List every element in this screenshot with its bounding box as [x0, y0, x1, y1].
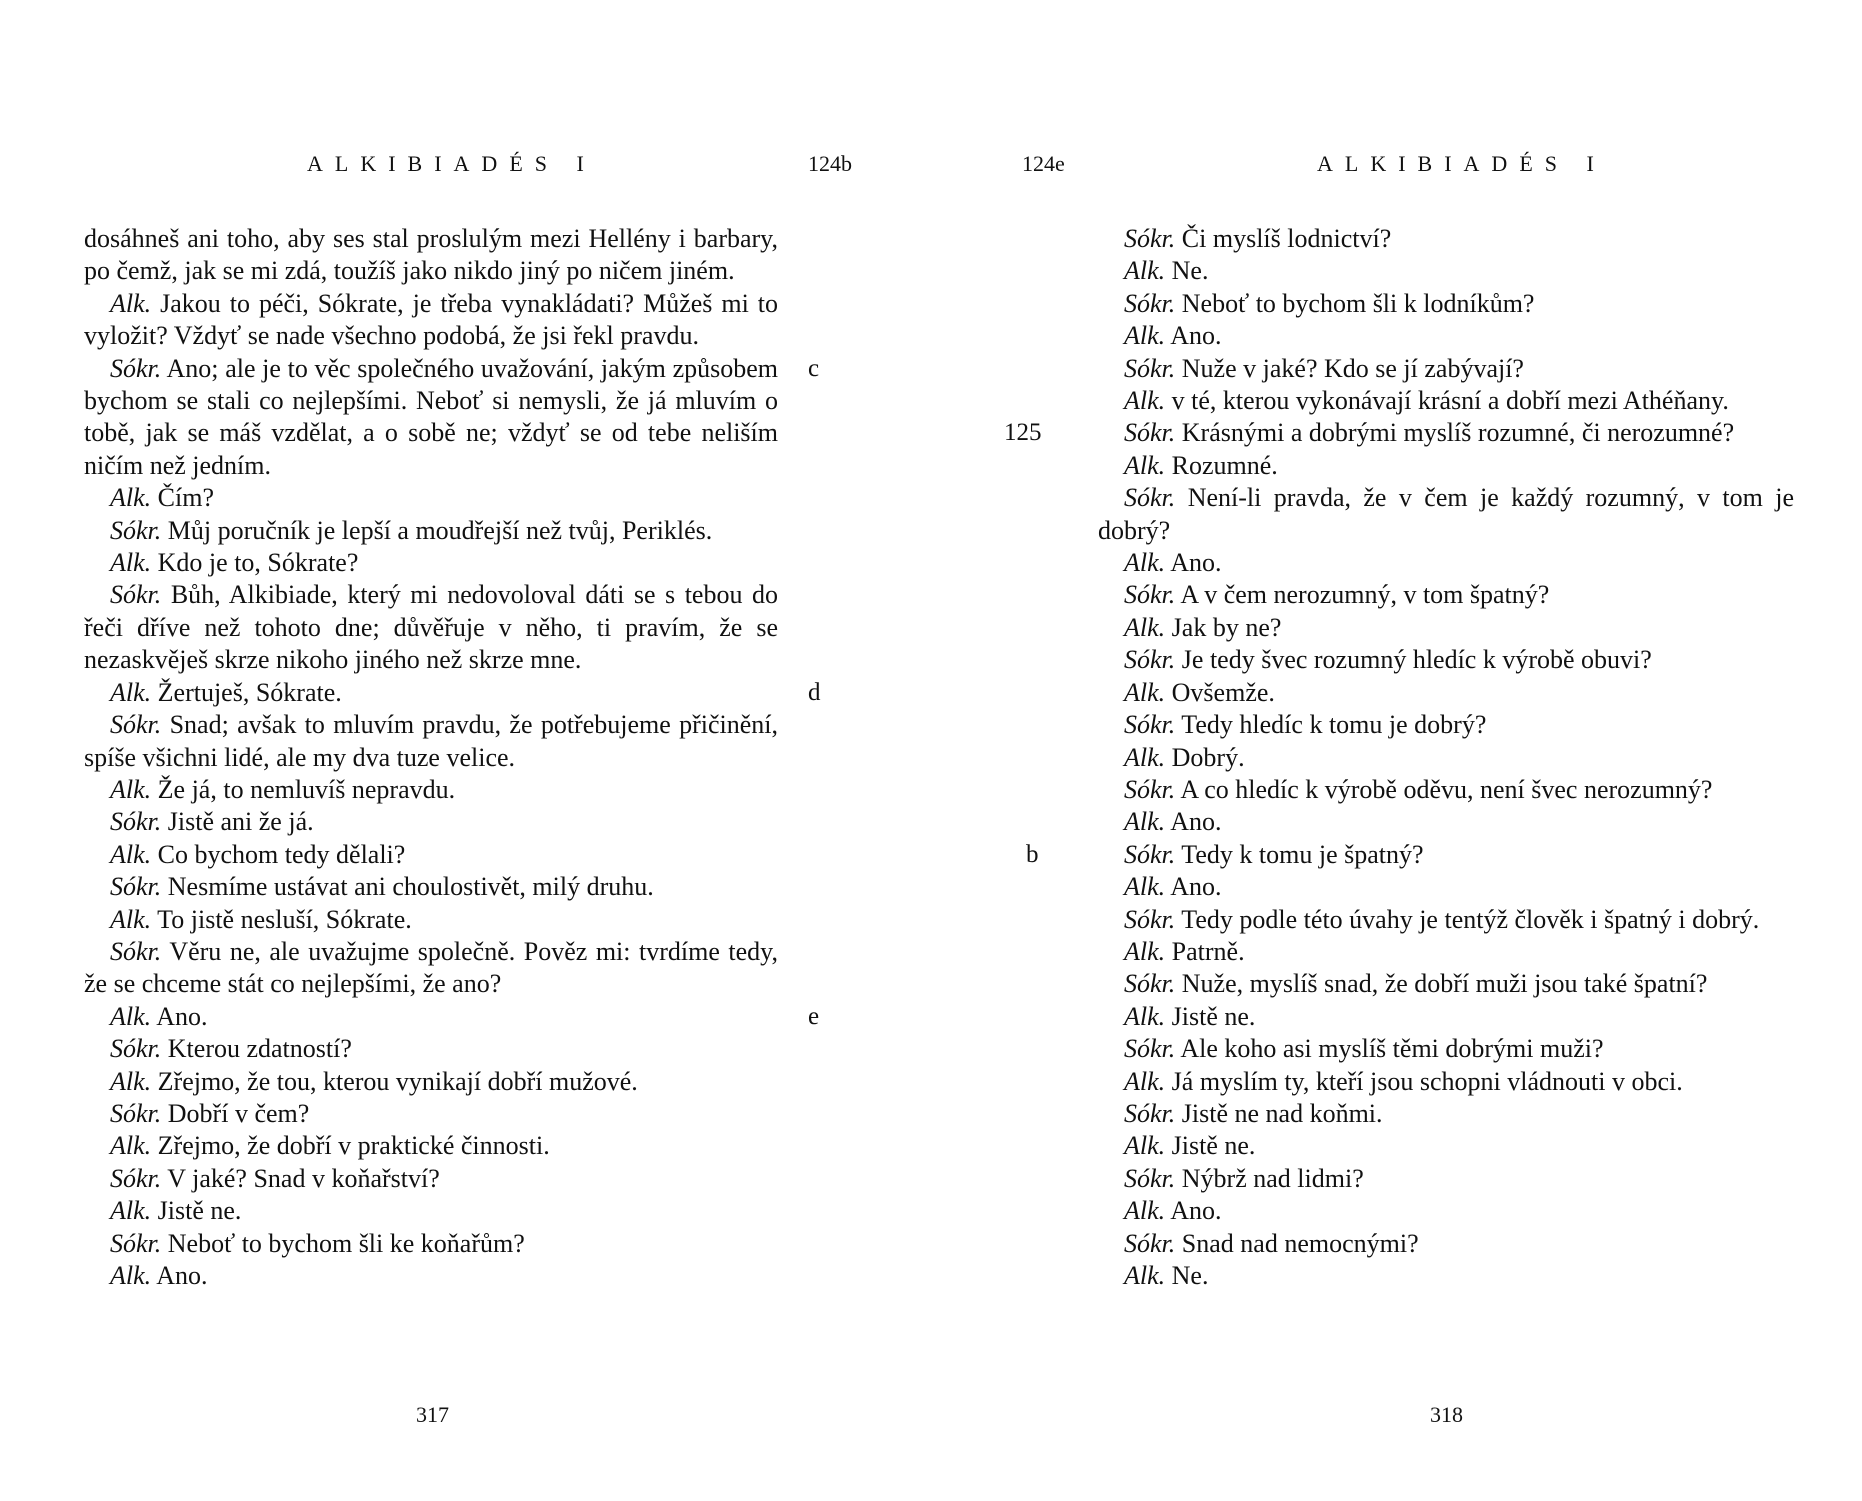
dialogue-line [84, 353, 820, 483]
speaker-label: Alk. [110, 1001, 152, 1031]
dialogue-text: Jistě ne. [151, 1196, 242, 1226]
dialogue-line [1098, 936, 1794, 968]
dialogue-text: Jak by ne? [1165, 612, 1282, 642]
speaker-label: Sókr. [110, 872, 162, 902]
stephanus-marker: b [1026, 840, 1039, 868]
dialogue-text: Kdo je to, Sókrate? [151, 548, 359, 578]
dialogue-text: Ano. [1165, 872, 1222, 902]
dialogue-line [1098, 450, 1794, 482]
dialogue-text: Co bychom tedy dělali? [151, 839, 406, 869]
dialogue-text: Není-li pravda, že v čem je každý rozumný, v tom je dobrý? [1098, 483, 1794, 545]
speaker-label: Sókr. [110, 1228, 162, 1258]
dialogue-line [1098, 612, 1794, 644]
dialogue-text: To jistě nesluší, Sókrate. [151, 904, 412, 934]
dialogue-line [84, 871, 778, 903]
dialogue-text: Ale koho asi myslíš těmi dobrými muži? [1175, 1034, 1604, 1064]
dialogue-text: dosáhneš ani toho, aby ses stal proslulým mezi Hellény i barbary, po čemž, jak se mi zdá, toužíš jako nikdo jiný po ničem jiném. [84, 224, 778, 286]
dialogue-line [1098, 385, 1794, 417]
stephanus-marker: e [808, 1002, 820, 1030]
dialogue-text: Kterou zdatností? [161, 1034, 352, 1064]
dialogue-text: Jistě ne nad koňmi. [1175, 1098, 1383, 1128]
dialogue-text: Ovšemže. [1165, 677, 1275, 707]
dialogue-line [1098, 968, 1794, 1000]
dialogue-line [1098, 677, 1794, 709]
dialogue-line [84, 936, 778, 1001]
dialogue-line [1098, 774, 1794, 806]
left-page-text [84, 223, 821, 1292]
dialogue-line [1098, 1130, 1794, 1162]
dialogue-text: V jaké? Snad v koňařství? [161, 1163, 440, 1193]
speaker-label: Alk. [110, 1196, 152, 1226]
dialogue-line [84, 1228, 778, 1260]
dialogue-text: Tedy podle této úvahy je tentýž člověk i špatný i dobrý. [1175, 904, 1760, 934]
dialogue-line [1098, 1033, 1794, 1065]
dialogue-line [84, 1163, 778, 1195]
dialogue-text: Snad; avšak to mluvím pravdu, že potřebujeme přičinění, spíše všichni lidé, ale my dva tuze velice. [84, 710, 778, 772]
dialogue-text: Neboť to bychom šli k lodníkům? [1175, 288, 1535, 318]
dialogue-line [84, 1260, 778, 1292]
speaker-label: Alk. [1124, 872, 1166, 902]
speaker-label: Alk. [1124, 1196, 1166, 1226]
speaker-label: Alk. [110, 483, 152, 513]
speaker-label: Alk. [1124, 450, 1166, 480]
dialogue-line [84, 223, 778, 288]
speaker-label: Sókr. [1124, 710, 1176, 740]
dialogue-text: Ano. [1165, 548, 1222, 578]
speaker-label: Alk. [1124, 256, 1166, 286]
speaker-label: Sókr. [110, 936, 162, 966]
speaker-label: Alk. [1124, 807, 1166, 837]
speaker-label: Alk. [110, 677, 152, 707]
speaker-label: Alk. [1124, 548, 1166, 578]
speaker-label: Alk. [1124, 1261, 1166, 1290]
dialogue-line [1098, 288, 1794, 320]
dialogue-text: Ano. [151, 1001, 208, 1031]
speaker-label: Sókr. [1124, 774, 1176, 804]
speaker-label: Sókr. [1124, 969, 1176, 999]
dialogue-line [84, 806, 778, 838]
speaker-label: Alk. [110, 1261, 152, 1290]
speaker-label: Sókr. [110, 710, 162, 740]
dialogue-text: Věru ne, ale uvažujme společně. Pověz mi: tvrdíme tedy, že se chceme stát co nejlepšími, že ano? [84, 936, 778, 999]
right-page-number: 318 [1430, 1402, 1463, 1427]
speaker-label: Sókr. [110, 1163, 162, 1193]
speaker-label: Alk. [110, 288, 152, 318]
dialogue-text: Dobří v čem? [161, 1098, 310, 1128]
speaker-label: Alk. [1124, 321, 1166, 351]
dialogue-line [84, 1066, 778, 1098]
dialogue-line [84, 839, 778, 871]
dialogue-line [1098, 1066, 1794, 1098]
dialogue-text: Jistě ne. [1165, 1131, 1256, 1161]
speaker-label: Alk. [1124, 1131, 1166, 1161]
speaker-label: Sókr. [1124, 839, 1176, 869]
dialogue-line [84, 1033, 778, 1065]
speaker-label: Sókr. [110, 515, 162, 545]
dialogue-text: Nuže v jaké? Kdo se jí zabývají? [1175, 353, 1524, 383]
speaker-label: Sókr. [110, 353, 162, 383]
left-page-reference: 124b [808, 151, 852, 176]
speaker-label: Sókr. [1124, 904, 1176, 934]
stephanus-marker: 125 [1004, 419, 1042, 447]
dialogue-text: Tedy k tomu je špatný? [1175, 839, 1424, 869]
stephanus-marker: c [808, 354, 820, 382]
speaker-label: Alk. [110, 774, 152, 804]
dialogue-text: Ne. [1165, 256, 1209, 286]
dialogue-line [84, 482, 778, 514]
dialogue-text: A co hledíc k výrobě oděvu, není švec nerozumný? [1175, 774, 1713, 804]
speaker-label: Alk. [1124, 677, 1166, 707]
dialogue-line [1098, 579, 1794, 611]
dialogue-line [1098, 1098, 1794, 1130]
dialogue-line [84, 774, 778, 806]
speaker-label: Alk. [110, 1066, 152, 1096]
dialogue-text: Či myslíš lodnictví? [1175, 224, 1392, 253]
speaker-label: Sókr. [110, 807, 162, 837]
dialogue-line [1098, 806, 1794, 838]
speaker-label: Sókr. [1124, 418, 1176, 448]
dialogue-line [1098, 709, 1794, 741]
dialogue-text: Patrně. [1165, 936, 1245, 966]
dialogue-text: Nuže, myslíš snad, že dobří muži jsou také špatní? [1175, 969, 1708, 999]
dialogue-text: Zřejmo, že dobří v praktické činnosti. [151, 1131, 550, 1161]
speaker-label: Sókr. [1124, 224, 1176, 253]
dialogue-line [1098, 742, 1794, 774]
right-running-title: ALKIBIADÉS I [1317, 151, 1606, 176]
dialogue-line [84, 579, 778, 676]
dialogue-line [84, 1098, 778, 1130]
speaker-label: Sókr. [1124, 1098, 1176, 1128]
dialogue-text: Snad nad nemocnými? [1175, 1228, 1419, 1258]
speaker-label: Alk. [1124, 1066, 1166, 1096]
speaker-label: Alk. [1124, 386, 1166, 416]
left-page-number: 317 [416, 1402, 449, 1427]
dialogue-line [1098, 547, 1794, 579]
dialogue-text: Je tedy švec rozumný hledíc k výrobě obuvi? [1175, 645, 1652, 675]
dialogue-line [1098, 223, 1794, 255]
dialogue-text: A v čem nerozumný, v tom špatný? [1175, 580, 1550, 610]
stephanus-marker: d [808, 678, 821, 706]
dialogue-text: Ne. [1165, 1261, 1209, 1290]
dialogue-text: Žertuješ, Sókrate. [151, 677, 342, 707]
dialogue-line [1098, 1195, 1794, 1227]
speaker-label: Alk. [110, 839, 152, 869]
dialogue-line [1098, 1228, 1794, 1260]
dialogue-line [84, 677, 821, 709]
speaker-label: Sókr. [110, 1098, 162, 1128]
dialogue-text: Jakou to péči, Sókrate, je třeba vynakládati? Můžeš mi to vyložit? Vždyť se nade všechno podobá, že jsi řekl pravdu. [84, 288, 778, 351]
dialogue-text: Ano. [1165, 1196, 1222, 1226]
dialogue-text: Neboť to bychom šli ke koňařům? [161, 1228, 525, 1258]
dialogue-line [84, 515, 778, 547]
dialogue-line [84, 547, 778, 579]
dialogue-line [84, 1195, 778, 1227]
speaker-label: Alk. [1124, 742, 1166, 772]
dialogue-line [1098, 482, 1794, 547]
dialogue-line [1004, 417, 1794, 449]
dialogue-line [1098, 904, 1794, 936]
dialogue-text: Ano. [1165, 321, 1222, 351]
dialogue-text: Můj poručník je lepší a moudřejší než tvůj, Periklés. [161, 515, 713, 545]
speaker-label: Sókr. [1124, 645, 1176, 675]
dialogue-text: Já myslím ty, kteří jsou schopni vládnouti v obci. [1165, 1066, 1683, 1096]
dialogue-line [84, 904, 778, 936]
dialogue-text: Bůh, Alkibiade, který mi nedovoloval dáti se s tebou do řeči dříve než tohoto dne; důvěřuje v něho, ti pravím, že se nezaskvěješ skrze nikoho jiného než skrze mne. [84, 580, 778, 675]
dialogue-text: Nýbrž nad lidmi? [1175, 1163, 1364, 1193]
dialogue-text: Tedy hledíc k tomu je dobrý? [1175, 710, 1487, 740]
dialogue-line [84, 1001, 820, 1033]
dialogue-text: Nesmíme ustávat ani choulostivět, milý druhu. [161, 872, 654, 902]
speaker-label: Sókr. [1124, 1034, 1176, 1064]
dialogue-text: v té, kterou vykonávají krásní a dobří mezi Athéňany. [1165, 386, 1729, 416]
dialogue-line [84, 288, 778, 353]
speaker-label: Sókr. [1124, 483, 1176, 513]
dialogue-text: Jistě ani že já. [161, 807, 314, 837]
dialogue-text: Jistě ne. [1165, 1001, 1256, 1031]
dialogue-text: Že já, to nemluvíš nepravdu. [151, 774, 456, 804]
dialogue-text: Ano. [1165, 807, 1222, 837]
dialogue-line [1098, 644, 1794, 676]
dialogue-text: Rozumné. [1165, 450, 1278, 480]
speaker-label: Alk. [110, 1131, 152, 1161]
speaker-label: Alk. [110, 904, 152, 934]
dialogue-text: Čím? [151, 483, 214, 513]
speaker-label: Alk. [1124, 936, 1166, 966]
right-page-text [1004, 223, 1794, 1292]
speaker-label: Alk. [1124, 1001, 1166, 1031]
speaker-label: Sókr. [110, 1034, 162, 1064]
speaker-label: Sókr. [1124, 1228, 1176, 1258]
dialogue-line [1098, 1260, 1794, 1292]
dialogue-text: Zřejmo, že tou, kterou vynikají dobří mužové. [151, 1066, 638, 1096]
dialogue-line [84, 1130, 778, 1162]
dialogue-line [1098, 1001, 1794, 1033]
dialogue-text: Dobrý. [1165, 742, 1245, 772]
dialogue-line [1098, 871, 1794, 903]
dialogue-line [1026, 839, 1794, 871]
dialogue-text: Ano; ale je to věc společného uvažování, jakým způsobem bychom se stali co nejlepšími. Neboť si nemysli, že já mluvím o tobě, jak se máš vzdělat, a o sobě ne; vždyť se od tebe neliším ničím než jedním. [84, 353, 778, 480]
left-running-title: ALKIBIADÉS I [307, 151, 596, 176]
dialogue-line [1098, 1163, 1794, 1195]
dialogue-line [1098, 255, 1794, 287]
dialogue-line [1098, 353, 1794, 385]
dialogue-text: Krásnými a dobrými myslíš rozumné, či nerozumné? [1175, 418, 1735, 448]
speaker-label: Sókr. [110, 580, 162, 610]
speaker-label: Sókr. [1124, 580, 1176, 610]
speaker-label: Alk. [110, 548, 152, 578]
speaker-label: Sókr. [1124, 288, 1176, 318]
speaker-label: Sókr. [1124, 1163, 1176, 1193]
dialogue-line [1098, 320, 1794, 352]
dialogue-line [84, 709, 778, 774]
speaker-label: Sókr. [1124, 353, 1176, 383]
dialogue-text: Ano. [151, 1261, 208, 1290]
speaker-label: Alk. [1124, 612, 1166, 642]
right-page-reference: 124e [1022, 151, 1065, 176]
